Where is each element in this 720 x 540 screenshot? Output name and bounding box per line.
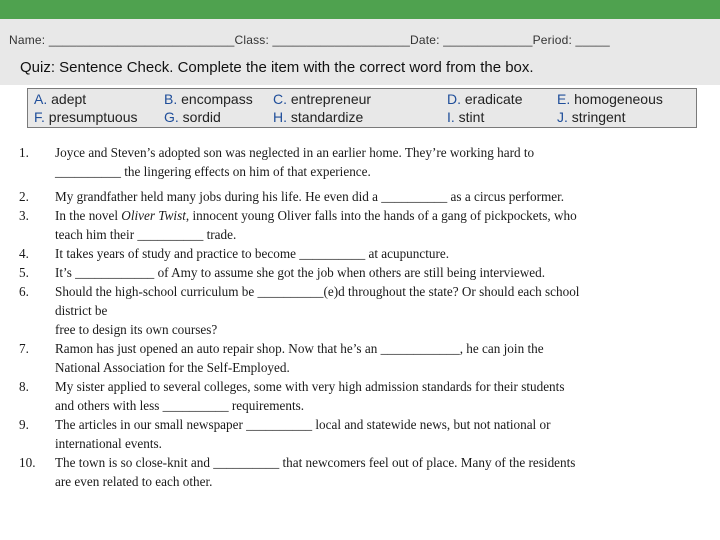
- question-line: It takes years of study and practice to become __________ at acupuncture.: [55, 246, 450, 261]
- word-option-f: F. presumptuous: [34, 109, 138, 125]
- word-option-i: I. stint: [447, 109, 485, 125]
- question-number: 2.: [19, 189, 29, 204]
- word-option-b: B. encompass: [164, 91, 253, 107]
- word-option-d: D. eradicate: [447, 91, 523, 107]
- word-box-row-2: [28, 109, 696, 127]
- question-item: [0, 453, 720, 491]
- question-item: [0, 415, 720, 453]
- word-option-h: H. standardize: [273, 109, 364, 125]
- question-number: 10.: [19, 455, 36, 470]
- question-item: [0, 263, 720, 282]
- question-line: district be: [55, 303, 108, 318]
- question-item: [0, 339, 720, 377]
- top-color-bar: [0, 0, 720, 19]
- question-line: In the novel Oliver Twist, innocent young Oliver falls into the hands of a gang of pickpockets, who: [55, 208, 577, 223]
- question-line: __________ the lingering effects on him of that experience.: [55, 164, 371, 179]
- word-box: [27, 88, 697, 128]
- question-line: and others with less __________ requirements.: [55, 398, 305, 413]
- question-number: 1.: [19, 145, 29, 160]
- student-info-line: Name: ___________________________Class: ____________________Date: _____________Period: _____: [9, 33, 610, 47]
- question-line: It’s ____________ of Amy to assume she got the job when others are still being interviewed.: [55, 265, 546, 280]
- question-line: international events.: [55, 436, 162, 451]
- question-line: are even related to each other.: [55, 474, 213, 489]
- word-option-c: C. entrepreneur: [273, 91, 372, 107]
- question-item: [0, 143, 720, 181]
- question-line: My grandfather held many jobs during his life. He even did a __________ as a circus performer.: [55, 189, 565, 204]
- word-option-g: G. sordid: [164, 109, 221, 125]
- quiz-title-band: [0, 57, 720, 85]
- question-line: Ramon has just opened an auto repair shop. Now that he’s an ____________, he can join the: [55, 341, 544, 356]
- question-line: teach him their __________ trade.: [55, 227, 237, 242]
- question-number: 4.: [19, 246, 29, 261]
- quiz-title: Quiz: Sentence Check. Complete the item with the correct word from the box.: [20, 59, 534, 76]
- question-number: 9.: [19, 417, 29, 432]
- question-line: My sister applied to several colleges, some with very high admission standards for their students: [55, 379, 565, 394]
- question-number: 5.: [19, 265, 29, 280]
- question-item: [0, 244, 720, 263]
- word-option-e: E. homogeneous: [557, 91, 663, 107]
- word-option-a: A. adept: [34, 91, 87, 107]
- question-number: 3.: [19, 208, 29, 223]
- question-line: Joyce and Steven’s adopted son was neglected in an earlier home. They’re working hard to: [55, 145, 535, 160]
- question-line: National Association for the Self-Employed.: [55, 360, 290, 375]
- student-info-header: [0, 19, 720, 57]
- word-box-row-1: [28, 91, 696, 109]
- word-option-j: J. stringent: [557, 109, 626, 125]
- novel-title: Oliver Twist: [121, 208, 186, 223]
- question-list: [0, 143, 720, 491]
- question-item: [0, 282, 720, 339]
- question-number: 7.: [19, 341, 29, 356]
- question-item: [0, 206, 720, 244]
- question-line: The articles in our small newspaper __________ local and statewide news, but not national or: [55, 417, 551, 432]
- question-item: [0, 187, 720, 206]
- question-item: [0, 377, 720, 415]
- question-line: Should the high-school curriculum be __________(e)d throughout the state? Or should each school: [55, 284, 580, 299]
- question-line: The town is so close-knit and __________ that newcomers feel out of place. Many of the residents: [55, 455, 576, 470]
- question-line: free to design its own courses?: [55, 322, 218, 337]
- question-number: 8.: [19, 379, 29, 394]
- question-number: 6.: [19, 284, 29, 299]
